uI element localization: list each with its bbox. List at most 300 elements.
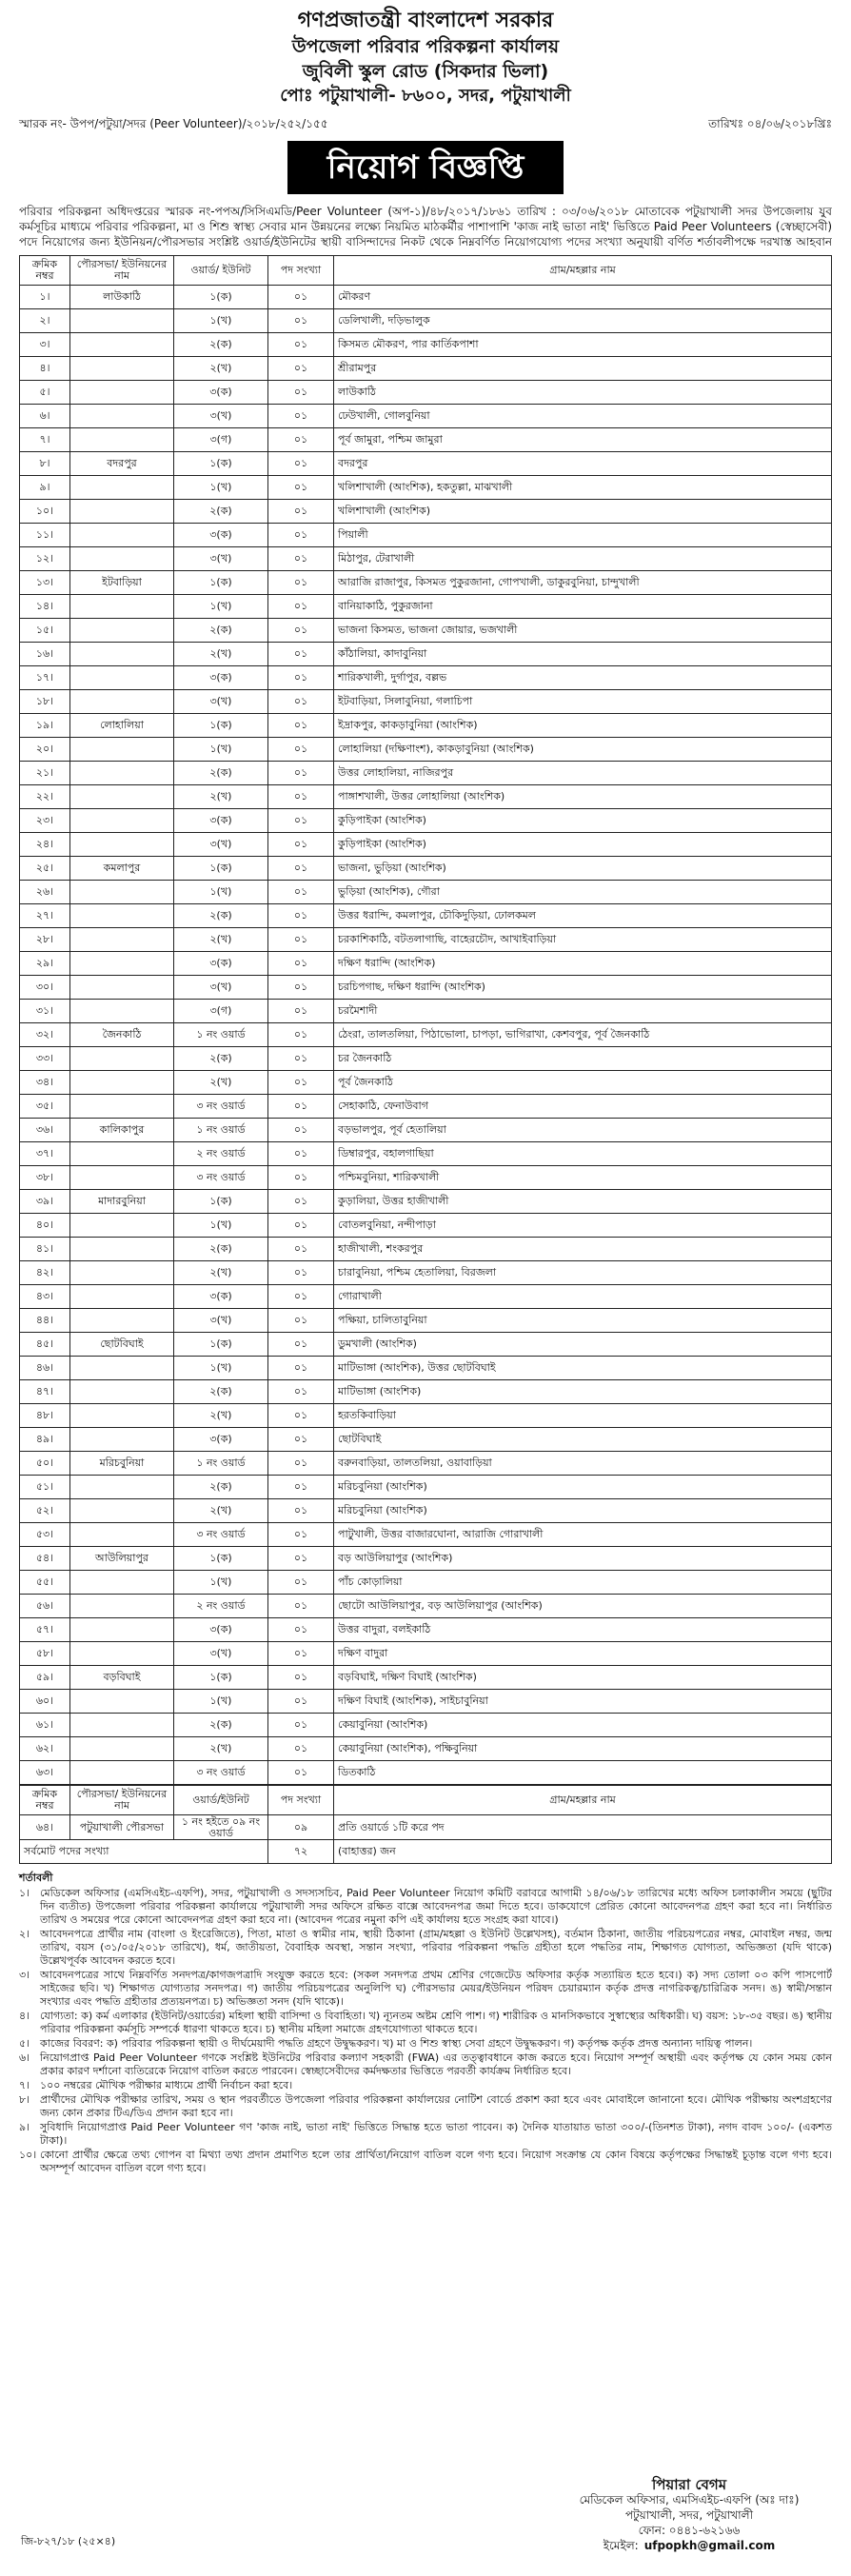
col-villages: গ্রাম/মহল্লার নাম <box>334 256 832 286</box>
row-posts: ০১ <box>268 1571 334 1595</box>
row-posts: ০১ <box>268 809 334 833</box>
row-ward: ৩ নং ওয়ার্ড <box>174 1523 268 1547</box>
row-union: বড়বিঘাই <box>70 1666 174 1690</box>
office-road: জুবিলী স্কুল রোড (সিকদার ভিলা) <box>302 61 549 82</box>
row-posts: ০১ <box>268 857 334 881</box>
table-row <box>20 809 832 833</box>
condition-number: ৮। <box>19 2093 30 2106</box>
row-posts: ০১ <box>268 976 334 1000</box>
row-union <box>70 309 174 333</box>
table-row <box>20 1452 832 1476</box>
row-ward: ১(খ) <box>174 309 268 333</box>
row-villages: পূর্ব জৈনকাঠি <box>334 1071 832 1095</box>
row-ward: ১(ক) <box>174 1333 268 1357</box>
memo-date: তারিখঃ ০৪/০৬/২০১৮খ্রিঃ <box>708 117 832 130</box>
row-villages: পিয়ালী <box>334 524 832 547</box>
row-villages: গোরাখালী <box>334 1285 832 1309</box>
row-serial: ৩১। <box>20 1000 70 1023</box>
row-serial: ৬। <box>20 405 70 428</box>
row-villages: বোতলবুনিয়া, নন্দীপাড়া <box>334 1214 832 1238</box>
row-villages: কেয়াবুনিয়া (আংশিক), পক্ষিবুনিয়া <box>334 1737 832 1761</box>
row-union: আউলিয়াপুর <box>70 1547 174 1571</box>
row-posts: ০১ <box>268 1190 334 1214</box>
condition-number: ৪। <box>19 2010 30 2022</box>
row-posts: ০১ <box>268 1404 334 1428</box>
row-ward: ৩ নং ওয়ার্ড <box>174 1095 268 1119</box>
condition-number: ৫। <box>19 2037 30 2050</box>
table-row <box>20 333 832 357</box>
row-union <box>70 1238 174 1261</box>
row-serial: ২৮। <box>20 928 70 952</box>
govt-title: গণপ্রজাতন্ত্রী বাংলাদেশ সরকার <box>297 9 554 32</box>
row-serial: ১। <box>20 286 70 309</box>
row-union <box>70 904 174 928</box>
row-villages: ছোটবিঘাই <box>334 1428 832 1452</box>
row-ward: ৩(খ) <box>174 1642 268 1666</box>
row-villages: ইটবাড়িয়া, সিলাবুনিয়া, গলাচিপা <box>334 690 832 714</box>
memo-line <box>19 116 832 135</box>
row-union: লোহালিয়া <box>70 714 174 738</box>
row-serial: ১৯। <box>20 714 70 738</box>
row-villages: বড় আউলিয়াপুর (আংশিক) <box>334 1547 832 1571</box>
table-row <box>20 1190 832 1214</box>
table-row <box>20 571 832 595</box>
row-ward: ১ নং ওয়ার্ড <box>174 1452 268 1476</box>
conditions-heading: শর্তাবলী <box>19 1872 53 1884</box>
row-serial: ১০। <box>20 500 70 524</box>
row-union <box>70 500 174 524</box>
row-ward: ২(খ) <box>174 1071 268 1095</box>
row-serial: ৬২। <box>20 1737 70 1761</box>
row-villages: বরুনবাড়িয়া, তালতলিয়া, ওয়াবাড়িয়া <box>334 1452 832 1476</box>
table-row <box>20 976 832 1000</box>
table-row <box>20 1380 832 1404</box>
row-union <box>70 785 174 809</box>
row-ward: ১(খ) <box>174 1214 268 1238</box>
row-ward: ১(খ) <box>174 1690 268 1714</box>
col-serial: ক্রমিক নম্বর <box>20 1786 70 1815</box>
row-ward: ২(ক) <box>174 1380 268 1404</box>
table-row <box>20 1333 832 1357</box>
row-posts: ০১ <box>268 881 334 904</box>
row-union <box>70 595 174 619</box>
row-posts: ০১ <box>268 1666 334 1690</box>
row-villages: দক্ষিণ বাদুরা <box>334 1642 832 1666</box>
row-posts: ০১ <box>268 1119 334 1142</box>
condition-text: আবেদনপত্রের সাথে নিম্নবর্ণিত সনদপত্র/কাগজপত্রাদি সংযুক্ত করতে হবে: (সকল সনদপত্র প্রথম শ্রেণির গেজেটেড অফিসার কর্তৃক সত্যায়িত হতে হবে।) ক) সদ্য তোলা ০৩ কপি পাসপোর্ট সাইজের ছবি। খ) শিক্ষাগত যোগ্যতার সনদপত্র। গ) জাতীয় পরিচয়পত্রের অনুলিপি ঘ) পৌরসভার মেয়র/ইউনিয়ন পরিষদ চেয়ারম্যান কর্তৃক প্রদত্ত নাগরিকত্ব/চারিত্রিক সনদ। ঙ) স্বামী/সন্তান সংখ্যার এবং পদ্ধতি গ্রহীতার প্রত্যয়নপত্র। চ) অভিজ্ঞতা সনদ (যদি থাকে)। <box>40 1969 832 2008</box>
row-ward: ১(ক) <box>174 286 268 309</box>
row-posts: ০১ <box>268 452 334 476</box>
row-posts: ০১ <box>268 1357 334 1380</box>
table-row <box>20 1737 832 1761</box>
row-ward: ৩(ক) <box>174 1618 268 1642</box>
row-serial: ২৬। <box>20 881 70 904</box>
table-row <box>20 666 832 690</box>
row-posts: ০১ <box>268 524 334 547</box>
row-ward: ২ নং ওয়ার্ড <box>174 1142 268 1166</box>
table-row <box>20 1642 832 1666</box>
row-posts: ০১ <box>268 357 334 381</box>
row-posts: ০১ <box>268 1499 334 1523</box>
row-ward: ২(ক) <box>174 1047 268 1071</box>
col-posts: পদ সংখ্যা <box>268 1786 334 1815</box>
row-posts: ০১ <box>268 1238 334 1261</box>
row-union <box>70 381 174 405</box>
row-serial: ১৮। <box>20 690 70 714</box>
table-row <box>20 405 832 428</box>
row-posts: ০১ <box>268 785 334 809</box>
row-serial: ৫০। <box>20 1452 70 1476</box>
condition-item <box>19 2037 832 2051</box>
row-union <box>70 738 174 762</box>
row-ward: ২(ক) <box>174 1714 268 1737</box>
row-union <box>70 1761 174 1785</box>
signature-block <box>565 2477 813 2553</box>
row-union <box>70 762 174 785</box>
row-ward: ৩(গ) <box>174 1000 268 1023</box>
table-row <box>20 500 832 524</box>
row-ward: ১(ক) <box>174 452 268 476</box>
row-ward: ১(ক) <box>174 1547 268 1571</box>
row-union <box>70 1000 174 1023</box>
col-ward: ওয়ার্ড/ ইউনিট <box>174 256 268 286</box>
row-villages: পশ্চিমবুনিয়া, শারিকখালী <box>334 1166 832 1190</box>
row-posts: ০১ <box>268 1000 334 1023</box>
row-union: মাদারবুনিয়া <box>70 1190 174 1214</box>
table-row <box>20 928 832 952</box>
row-ward: ১(ক) <box>174 571 268 595</box>
row-ward: ২(খ) <box>174 928 268 952</box>
row-posts: ০১ <box>268 1523 334 1547</box>
row-ward: ৩(খ) <box>174 547 268 571</box>
row-serial: ১৪। <box>20 595 70 619</box>
row-posts: ০১ <box>268 1285 334 1309</box>
total-label: সর্বমোট পদের সংখ্যা <box>20 1840 268 1864</box>
row-posts: ০১ <box>268 1023 334 1047</box>
table-row <box>20 286 832 309</box>
table-row <box>20 1095 832 1119</box>
row-ward: ২(ক) <box>174 1476 268 1499</box>
row-serial: ৪১। <box>20 1238 70 1261</box>
row-posts: ০১ <box>268 1690 334 1714</box>
row-villages: ঢেউখালী, গোলবুনিয়া <box>334 405 832 428</box>
table-row <box>20 1714 832 1737</box>
row-villages: খলিশাখালী (আংশিক) <box>334 500 832 524</box>
row-ward: ১(খ) <box>174 1357 268 1380</box>
row-posts: ০১ <box>268 547 334 571</box>
col-union: পৌরসভা/ ইউনিয়নের নাম <box>70 256 174 286</box>
conditions-list <box>19 1887 832 2175</box>
row-serial: ২৭। <box>20 904 70 928</box>
row-union: লাউকাঠি <box>70 286 174 309</box>
row-ward: ২ নং ওয়ার্ড <box>174 1595 268 1618</box>
row-serial: ১৫। <box>20 619 70 643</box>
condition-item <box>19 2121 832 2148</box>
row-union <box>70 1309 174 1333</box>
row-villages: লোহালিয়া (দক্ষিণাংশ), কাকড়াবুনিয়া (আংশিক) <box>334 738 832 762</box>
row-ward: ২(খ) <box>174 1737 268 1761</box>
row-serial: ৫৬। <box>20 1595 70 1618</box>
row-posts: ০১ <box>268 333 334 357</box>
table-row <box>20 1499 832 1523</box>
row-posts: ০১ <box>268 1142 334 1166</box>
row-serial: ৬৪। <box>20 1815 70 1840</box>
intro-paragraph: পরিবার পরিকল্পনা অধিদপ্তরের স্মারক নং-পপঅ/সিসিএমডি/Peer Volunteer (অপ-১)/৪৮/২০১৭/১৮৬১ তারিখ : ০৩/০৬/২০১৮ মোতাবেক পটুয়াখালী সদর উপজেলায় যুব কর্মসূচির মাধ্যমে পরিবার পরিকল্পনা, মা ও শিশু স্বাস্থ্য সেবার মান উন্নয়নের লক্ষ্যে নিয়মিত মাঠকর্মীর পাশাপাশি 'কাজ নাই ভাতা নাই' ভিত্তিতে Paid Peer Volunteers (স্বেচ্ছাসেবী) পদে নিয়োগের জন্য ইউনিয়ন/পৌরসভার সংশ্লিষ্ট ওয়ার্ড/ইউনিটের স্থায়ী বাসিন্দাদের নিকট থেকে নিম্নবর্ণিত নিয়োগযোগ্য পদের সংখ্যা অনুযায়ী বর্ণিত শর্তাবলীপক্ষে দরখাস্ত আহবান <box>19 205 832 248</box>
row-villages: আরাজি রাজাপুর, কিসমত পুকুরজানা, গোপখালী, ডাকুরবুনিয়া, চান্দুখালী <box>334 571 832 595</box>
row-union <box>70 1095 174 1119</box>
row-ward: ১(ক) <box>174 1190 268 1214</box>
row-serial: ৩৩। <box>20 1047 70 1071</box>
row-villages: ডিম্বারপুর, বহালগাছিয়া <box>334 1142 832 1166</box>
row-posts: ০১ <box>268 405 334 428</box>
row-union <box>70 1214 174 1238</box>
row-villages: চরকাশিকাঠি, বটতলাগাছি, বাহেরচৌদ, আখাইবাড়িয়া <box>334 928 832 952</box>
row-ward: ৩ নং ওয়ার্ড <box>174 1761 268 1785</box>
row-union <box>70 976 174 1000</box>
row-villages: উত্তর ধরান্দি, কমলাপুর, চৌকিদুড়িয়া, ঢোলকমল <box>334 904 832 928</box>
table-row <box>20 1309 832 1333</box>
signatory-designation: মেডিকেল অফিসার, এমসিএইচ-এফপি (অঃ দাঃ) <box>579 2493 800 2507</box>
row-union <box>70 619 174 643</box>
row-serial: ৫৮। <box>20 1642 70 1666</box>
row-serial: ৩২। <box>20 1023 70 1047</box>
row-villages: দক্ষিণ বিঘাই (আংশিক), সাইচাবুনিয়া <box>334 1690 832 1714</box>
row-ward: ২(খ) <box>174 357 268 381</box>
row-villages: বড়বিঘাই, দক্ষিণ বিঘাই (আংশিক) <box>334 1666 832 1690</box>
row-serial: ৩৮। <box>20 1166 70 1190</box>
col-villages: গ্রাম/মহল্লার নাম <box>334 1786 832 1815</box>
row-ward: ৩(গ) <box>174 428 268 452</box>
row-serial: ৪৩। <box>20 1285 70 1309</box>
row-villages: চর জৈনকাঠি <box>334 1047 832 1071</box>
row-posts: ০১ <box>268 1595 334 1618</box>
row-serial: ৬১। <box>20 1714 70 1737</box>
row-ward: ১(খ) <box>174 595 268 619</box>
row-villages: ডেলিখালী, দড়িভালুক <box>334 309 832 333</box>
pourashava-table <box>19 1785 832 1864</box>
row-serial: ৫৩। <box>20 1523 70 1547</box>
row-villages: পাঙ্গাশখালী, উত্তর লোহালিয়া (আংশিক) <box>334 785 832 809</box>
table-row <box>20 1523 832 1547</box>
row-ward: ৩(ক) <box>174 952 268 976</box>
row-serial: ৩৫। <box>20 1095 70 1119</box>
row-posts: ০১ <box>268 714 334 738</box>
row-villages: ডুমখালী (আংশিক) <box>334 1333 832 1357</box>
row-villages: হরতকিবাড়িয়া <box>334 1404 832 1428</box>
row-union <box>70 476 174 500</box>
condition-text: নিয়োগপ্রাপ্ত Paid Peer Volunteer গণকে সংশ্লিষ্ট ইউনিটের পরিবার কল্যাণ সহকারী (FWA) এর তত্ত্বাবধানে কাজ করতে হবে। নিয়োগ সম্পূর্ণ অস্থায়ী এবং কর্তৃপক্ষ যে কোন সময় কোন প্রকার কারণ দর্শানো ব্যতিরেকে নিয়োগ বাতিল করতে পারবেন। স্বেচ্ছাসেবীদের কর্মদক্ষতার ভিত্তিতে পরবর্তী কার্যক্রম নির্ধারিত হবে। <box>40 2051 832 2077</box>
row-union <box>70 1142 174 1166</box>
row-union <box>70 1285 174 1309</box>
row-ward: ১(ক) <box>174 1666 268 1690</box>
footer-reference: জি-৮২৭/১৮ (২৫×৪) <box>21 2535 116 2547</box>
table-row <box>20 1047 832 1071</box>
row-serial: ১৩। <box>20 571 70 595</box>
table-row <box>20 357 832 381</box>
row-serial: ৫১। <box>20 1476 70 1499</box>
row-serial: ৯। <box>20 476 70 500</box>
row-union <box>70 1499 174 1523</box>
row-union: কমলাপুর <box>70 857 174 881</box>
row-villages: সেহাকাঠি, ফেনাউবাগ <box>334 1095 832 1119</box>
table-row <box>20 1214 832 1238</box>
table-row <box>20 381 832 405</box>
table-row <box>20 595 832 619</box>
table-row <box>20 547 832 571</box>
row-posts: ০১ <box>268 738 334 762</box>
row-union <box>70 1618 174 1642</box>
table-row <box>20 1595 832 1618</box>
row-serial: ২। <box>20 309 70 333</box>
row-union <box>70 1714 174 1737</box>
row-villages: কেয়াবুনিয়া (আংশিক) <box>334 1714 832 1737</box>
row-union: মরিচবুনিয়া <box>70 1452 174 1476</box>
table-row <box>20 1618 832 1642</box>
row-serial: ৪৪। <box>20 1309 70 1333</box>
signatory-name: পিয়ারা বেগম <box>651 2476 727 2493</box>
row-serial: ৮। <box>20 452 70 476</box>
row-union <box>70 333 174 357</box>
table-row <box>20 1476 832 1499</box>
row-union <box>70 524 174 547</box>
row-union <box>70 833 174 857</box>
table-row <box>20 1690 832 1714</box>
row-villages: দক্ষিণ ধরান্দি (আংশিক) <box>334 952 832 976</box>
row-serial: ৪। <box>20 357 70 381</box>
row-serial: ১৭। <box>20 666 70 690</box>
row-serial: ৬০। <box>20 1690 70 1714</box>
row-villages: উত্তর লোহালিয়া, নাজিরপুর <box>334 762 832 785</box>
row-serial: ১৬। <box>20 643 70 666</box>
row-union <box>70 1595 174 1618</box>
row-serial: ৪৫। <box>20 1333 70 1357</box>
email-link[interactable]: ufpopkh@gmail.com <box>643 2539 776 2552</box>
table-row <box>20 1142 832 1166</box>
row-villages: কিসমত মৌকরণ, পার কার্তিকপাশা <box>334 333 832 357</box>
row-posts: ০১ <box>268 690 334 714</box>
row-villages: কুড়ালিয়া, উত্তর হাজীখালী <box>334 1190 832 1214</box>
row-posts: ০১ <box>268 1333 334 1357</box>
row-villages: কাঁঠালিয়া, কাদাবুনিয়া <box>334 643 832 666</box>
condition-item <box>19 2093 832 2120</box>
row-union: জৈনকাঠি <box>70 1023 174 1047</box>
table-row <box>20 1547 832 1571</box>
row-posts: ০১ <box>268 1047 334 1071</box>
row-union <box>70 1071 174 1095</box>
row-union <box>70 1642 174 1666</box>
row-union: ছোটবিঘাই <box>70 1333 174 1357</box>
row-serial: ২১। <box>20 762 70 785</box>
row-serial: ২৫। <box>20 857 70 881</box>
row-union <box>70 881 174 904</box>
row-union <box>70 1571 174 1595</box>
row-ward: ৩(ক) <box>174 809 268 833</box>
table-row <box>20 643 832 666</box>
row-posts: ০১ <box>268 833 334 857</box>
row-villages: বদরপুর <box>334 452 832 476</box>
table-row <box>20 1815 832 1840</box>
row-ward: ৩(খ) <box>174 405 268 428</box>
table-row <box>20 1761 832 1785</box>
row-posts: ০১ <box>268 1261 334 1285</box>
row-ward: ৩(ক) <box>174 1285 268 1309</box>
row-villages: মাটিভাঙ্গা (আংশিক) <box>334 1380 832 1404</box>
condition-item <box>19 2079 832 2092</box>
row-ward: ২(খ) <box>174 785 268 809</box>
condition-item <box>19 1887 832 1927</box>
condition-text: কাজের বিবরণ: ক) পরিবার পরিকল্পনা স্থায়ী ও দীর্ঘমেয়াদী পদ্ধতি গ্রহণে উদ্বুদ্ধকরণ। খ) মা ও শিশু স্বাস্থ্য সেবা গ্রহণে উদ্বুদ্ধকরণ। গ) কর্তৃপক্ষ কর্তৃক প্রদত্ত অন্যান্য দায়িত্ব পালন। <box>40 2037 753 2050</box>
row-villages: শারিকখালী, দুর্গাপুর, বল্লভ <box>334 666 832 690</box>
condition-text: মেডিকেল অফিসার (এমসিএইচ-এফপি), সদর, পটুয়াখালী ও সদস্যসচিব, Paid Peer Volunteer নিয়োগ কমিটি বরাবরে আগামী ১৪/০৬/১৮ তারিখের মধ্যে অফিস চলাকালীন সময়ে (ছুটির দিন ব্যতীত) উপজেলা পরিবার পরিকল্পনা কার্যালয়ে পটুয়াখালী সদর অফিসে রক্ষিত বাক্সে আবেদনপত্র জমা দিতে হবে। ডাকযোগে প্রেরিত কোনো আবেদনপত্র গ্রহণ করা হবে না। নির্ধারিত তারিখ ও সময়ের পরে কোনো আবেদনপত্র গ্রহণ করা হবে না। (আবেদন পত্রের নমুনা কপি এই কার্যালয় হতে সংগ্রহ করা যাবে।) <box>40 1887 832 1926</box>
table-row <box>20 1000 832 1023</box>
row-union <box>70 1357 174 1380</box>
col-posts: পদ সংখ্যা <box>268 256 334 286</box>
row-ward: ৩(ক) <box>174 1428 268 1452</box>
row-union: ইটবাড়িয়া <box>70 571 174 595</box>
row-posts: ০১ <box>268 1380 334 1404</box>
table-header-row <box>20 256 832 286</box>
row-villages: মাটিভাঙ্গা (আংশিক), উত্তর ছোটবিঘাই <box>334 1357 832 1380</box>
table-row <box>20 762 832 785</box>
row-serial: ৫৪। <box>20 1547 70 1571</box>
table-row <box>20 1119 832 1142</box>
row-villages: উত্তর বাদুরা, বলইকাঠি <box>334 1618 832 1642</box>
row-serial: ৩। <box>20 333 70 357</box>
row-posts: ০১ <box>268 1476 334 1499</box>
row-posts: ০১ <box>268 1737 334 1761</box>
row-villages: ভাজনা, ভুড়িয়া (আংশিক) <box>334 857 832 881</box>
table-row <box>20 476 832 500</box>
row-villages: চরচিপগাছ, দক্ষিণ ধরান্দি (আংশিক) <box>334 976 832 1000</box>
row-ward: ২(ক) <box>174 619 268 643</box>
total-row <box>20 1840 832 1864</box>
condition-item <box>19 2010 832 2036</box>
row-ward: ৩(ক) <box>174 666 268 690</box>
row-ward: ১ নং ওয়ার্ড <box>174 1119 268 1142</box>
row-villages: কুড়িপাইকা (আংশিক) <box>334 809 832 833</box>
table-row <box>20 714 832 738</box>
row-villages: পাঁচ কোড়ালিয়া <box>334 1571 832 1595</box>
row-posts: ০৯ <box>268 1815 334 1840</box>
row-serial: ২৪। <box>20 833 70 857</box>
row-union <box>70 690 174 714</box>
row-ward: ৩ নং ওয়ার্ড <box>174 1166 268 1190</box>
row-ward: ২(ক) <box>174 333 268 357</box>
row-serial: ৩৯। <box>20 1190 70 1214</box>
row-ward: ১ নং ওয়ার্ড <box>174 1023 268 1047</box>
total-words: (বাহাত্তর) জন <box>334 1840 832 1864</box>
row-villages: পাটুখালী, উত্তর বাজারঘোনা, আরাজি গোরাখালী <box>334 1523 832 1547</box>
row-serial: ২০। <box>20 738 70 762</box>
row-villages: খলিশাখালী (আংশিক), হকতুল্লা, মাঝখালী <box>334 476 832 500</box>
row-villages: লাউকাঠি <box>334 381 832 405</box>
table-row <box>20 881 832 904</box>
condition-text: যোগ্যতা: ক) কর্ম এলাকার (ইউনিট/ওয়ার্ডের) মহিলা স্থায়ী বাসিন্দা ও বিবাহিতা। খ) ন্যূনতম অষ্টম শ্রেণি পাশ। গ) শারীরিক ও মানসিকভাবে সুস্বাস্থ্যের অধিকারী। ঘ) বয়স: ১৮-৩৫ বছর। ঙ) স্থানীয় পরিবার পরিকল্পনা কর্মসূচি সম্পর্কে ধারণা থাকতে হবে। চ) স্থানীয় মহিলা সমাজে গ্রহণযোগ্যতা থাকতে হবে। <box>40 2010 832 2035</box>
row-posts: ০১ <box>268 762 334 785</box>
row-union: কালিকাপুর <box>70 1119 174 1142</box>
row-posts: ০১ <box>268 428 334 452</box>
row-union <box>70 405 174 428</box>
row-ward: ২(খ) <box>174 643 268 666</box>
row-villages: ডিতকাঠি <box>334 1761 832 1785</box>
row-ward: ২(ক) <box>174 904 268 928</box>
row-serial: ৭। <box>20 428 70 452</box>
row-posts: ০১ <box>268 595 334 619</box>
condition-text: কোনো প্রার্থীর ক্ষেত্রে তথ্য গোপন বা মিথ্যা তথ্য প্রদান প্রমাণিত হলে তার প্রার্থিতা/নিয়োগ বাতিল বলে গণ্য হবে। নিয়োগ সংক্রান্ত যে কোন বিষয়ে কর্তৃপক্ষের সিদ্ধান্তই চূড়ান্ত বলে গণ্য হবে। অসম্পূর্ণ আবেদন বাতিল বলে গণ্য হবে। <box>40 2149 832 2174</box>
row-posts: ০১ <box>268 1452 334 1476</box>
row-union <box>70 1690 174 1714</box>
row-serial: ৪৬। <box>20 1357 70 1380</box>
